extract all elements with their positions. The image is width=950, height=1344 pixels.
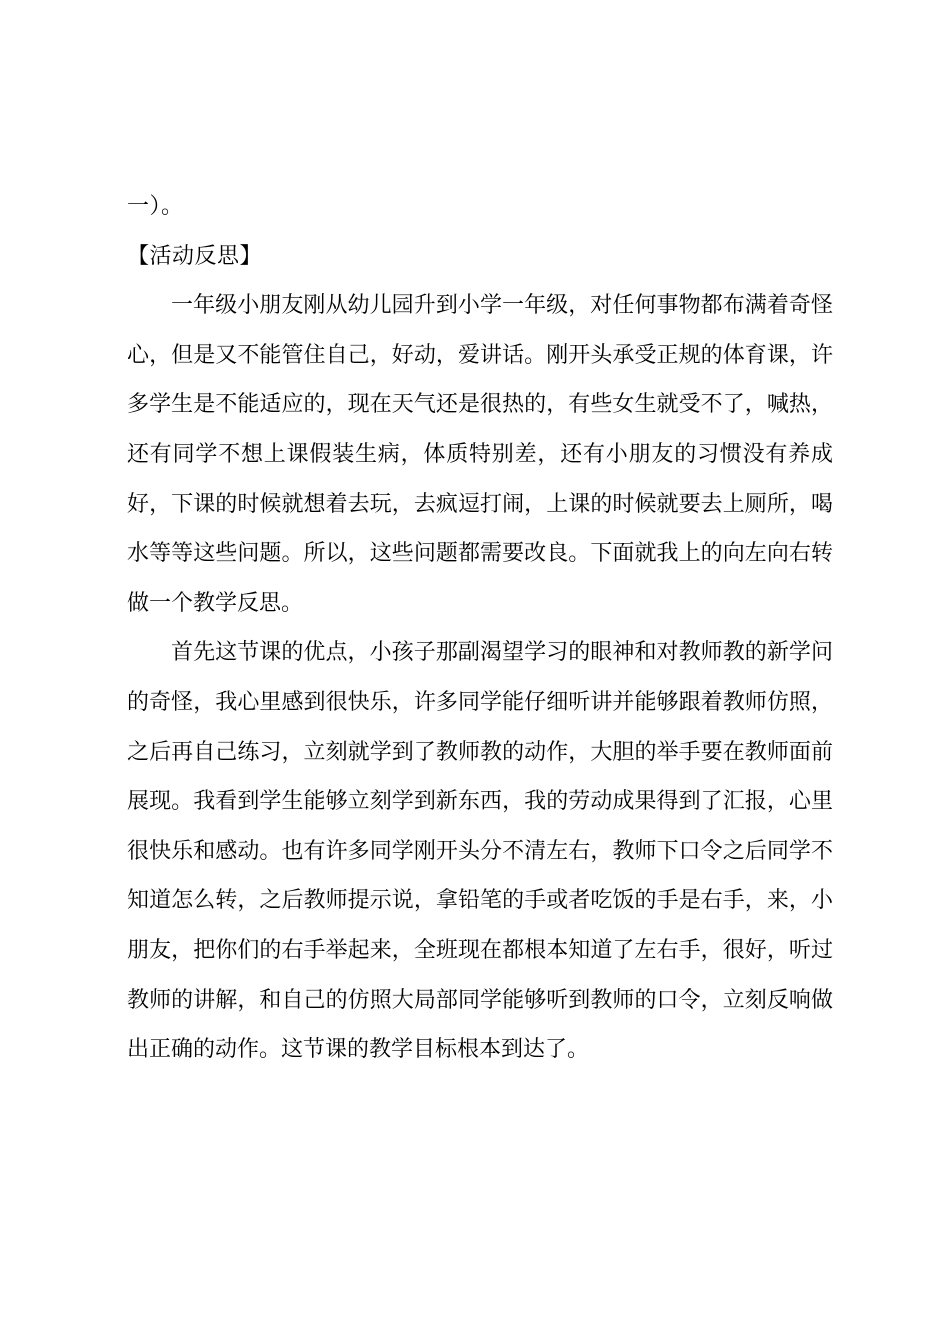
document-body	[127, 182, 833, 1075]
continuation-text: 一）。	[127, 194, 184, 219]
paragraph-1: 一年级小朋友刚从幼儿园升到小学一年级，对任何事物都布满着奇怪心，但是又不能管住自己，好动，爱讲话。刚开头承受正规的体育课，许多学生是不能适应的，现在天气还是很热的，有些女生就受不了，喊热，还有同学不想上课假装生病，体质特别差，还有小朋友的习惯没有养成好，下课的时候就想着去玩，去疯逗打闹，上课的时候就要去上厕所，喝水等等这些问题。所以，这些问题都需要改良。下面就我上的向左向右转做一个教学反思。	[127, 293, 833, 616]
section-heading: 【活动反思】	[127, 243, 263, 269]
paragraph-2: 首先这节课的优点，小孩子那副渴望学习的眼神和对教师教的新学问的奇怪，我心里感到很快乐，许多同学能仔细听讲并能够跟着教师仿照，之后再自己练习，立刻就学到了教师教的动作，大胆的举手要在教师面前展现。我看到学生能够立刻学到新东西，我的劳动成果得到了汇报，心里很快乐和感动。也有许多同学刚开头分不清左右，教师下口令之后同学不知道怎么转，之后教师提示说，拿铅笔的手或者吃饭的手是右手，来，小朋友，把你们的右手举起来，全班现在都根本知道了左右手，很好，听过教师的讲解，和自己的仿照大局部同学能够听到教师的口令，立刻反响做出正确的动作。这节课的教学目标根本到达了。	[127, 640, 833, 1063]
